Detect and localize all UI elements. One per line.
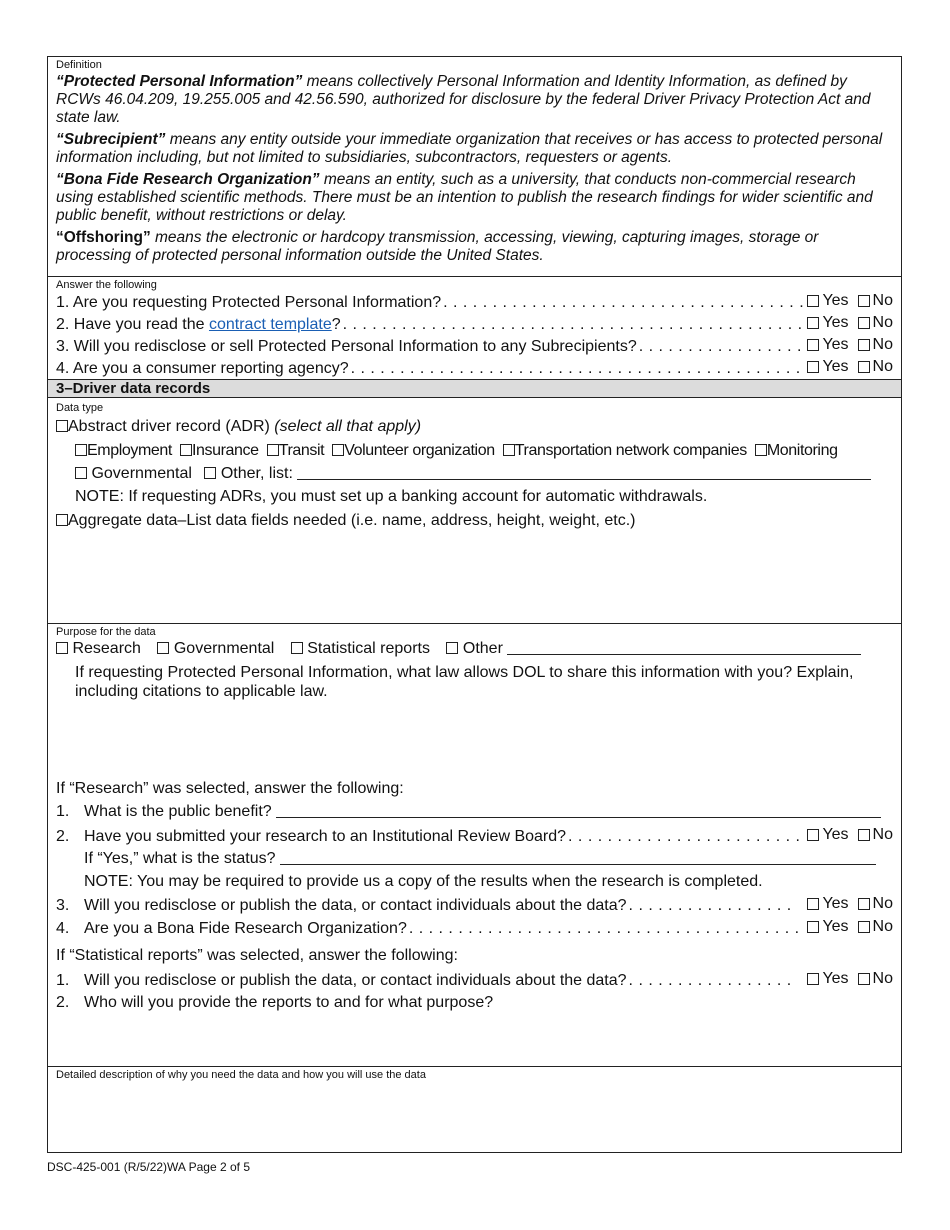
- employment-checkbox[interactable]: [75, 444, 87, 456]
- public-benefit-field[interactable]: [276, 803, 881, 818]
- form-footer: DSC-425-001 (R/5/22)WA Page 2 of 5: [47, 1160, 250, 1174]
- yes-label: Yes: [822, 895, 849, 912]
- option-label: Monitoring: [766, 442, 838, 459]
- contract-template-link[interactable]: contract template: [208, 316, 332, 333]
- transit-checkbox[interactable]: [267, 444, 279, 456]
- question-text: 2. Have you submitted your research to an Institutional Review Board?: [56, 828, 567, 845]
- purpose-section: [48, 624, 901, 1067]
- volunteer-checkbox[interactable]: [332, 444, 344, 456]
- adr-warning: NOTE: If requesting ADRs, you must set up a banking account for automatic withdrawals.: [75, 488, 708, 505]
- yes-checkbox[interactable]: [807, 898, 819, 910]
- option-label: Transportation network companies: [514, 442, 747, 459]
- other-purpose-field[interactable]: [507, 640, 861, 655]
- adr-checkbox[interactable]: [56, 420, 68, 432]
- dot-leader: [351, 359, 806, 379]
- question-text: 3. Will you redisclose or publish the data, or contact individuals about the data?: [56, 897, 627, 914]
- adr-label: Abstract driver record (ADR): [68, 418, 270, 435]
- dot-leader: [629, 896, 798, 916]
- definition-offshoring: [56, 229, 895, 265]
- purpose-options-row: [56, 639, 861, 658]
- yes-label: Yes: [822, 314, 849, 331]
- definition-subrecipient: [56, 131, 895, 167]
- dot-leader: [443, 293, 805, 313]
- description-label: Detailed description of why you need the data and how you will use the data: [56, 1069, 426, 1081]
- section-3-header: 3–Driver data records: [48, 379, 901, 398]
- dot-leader: [409, 919, 806, 939]
- irb-status-label: If “Yes,” what is the status?: [84, 850, 276, 867]
- adr-row: [56, 417, 421, 436]
- data-type-label: Data type: [56, 402, 104, 414]
- aggregate-label: Aggregate data–List data fields needed (i.e. name, address, height, weight, etc.): [68, 512, 636, 529]
- term-offshoring: “Offshoring”: [56, 229, 151, 246]
- tnc-checkbox[interactable]: [503, 444, 515, 456]
- no-label: No: [872, 314, 893, 331]
- research-intro: If “Research” was selected, answer the following:: [56, 780, 404, 797]
- no-checkbox[interactable]: [858, 339, 870, 351]
- term-bona-fide: “Bona Fide Research Organization”: [56, 171, 320, 188]
- dot-leader: [629, 971, 798, 991]
- dot-leader: [568, 827, 805, 847]
- question-text: 4. Are you a Bona Fide Research Organization?: [56, 920, 407, 937]
- research-note: NOTE: You may be required to provide us a copy of the results when the research is completed.: [84, 873, 763, 890]
- yes-checkbox[interactable]: [807, 339, 819, 351]
- question-1: [56, 291, 893, 311]
- research-q2: [56, 825, 893, 845]
- no-checkbox[interactable]: [858, 295, 870, 307]
- data-type-section: [48, 398, 901, 624]
- research-q1: 1. What is the public benefit?: [56, 802, 881, 821]
- governmental-purpose-checkbox[interactable]: [157, 642, 169, 654]
- no-label: No: [872, 970, 893, 987]
- no-checkbox[interactable]: [858, 317, 870, 329]
- option-label: Governmental: [91, 465, 192, 482]
- option-label: Volunteer organization: [344, 442, 495, 459]
- research-checkbox[interactable]: [56, 642, 68, 654]
- option-label: Transit: [278, 442, 325, 459]
- dot-leader: [639, 337, 806, 357]
- definition-protected-info: [56, 73, 895, 127]
- question-3: [56, 335, 893, 355]
- yes-label: Yes: [822, 918, 849, 935]
- no-label: No: [872, 358, 893, 375]
- yes-label: Yes: [822, 336, 849, 353]
- question-4: [56, 357, 893, 377]
- definition-text: means the electronic or hardcopy transmission, accessing, viewing, capturing images, storage or processing of protected personal information outside the United States.: [56, 229, 819, 264]
- no-label: No: [872, 826, 893, 843]
- form-page: [47, 56, 902, 1153]
- other-list-field[interactable]: [297, 465, 871, 480]
- no-checkbox[interactable]: [858, 829, 870, 841]
- no-checkbox[interactable]: [858, 898, 870, 910]
- definition-text: means collectively Personal Information and Identity Information, as defined by RCWs 46.04.209, 19.255.005 and 42.56.590, authorized for disclosure by the federal Driver Privacy Protection Act and state law.: [56, 73, 871, 126]
- question-text: 2. Have you read the contract template?: [56, 316, 341, 333]
- question-text: 1. Are you requesting Protected Personal Information?: [56, 294, 442, 311]
- definitions-label: Definition: [56, 59, 102, 71]
- option-label: Other, list:: [220, 465, 293, 482]
- questions-label: Answer the following: [56, 279, 157, 291]
- term-subrecipient: “Subrecipient”: [56, 131, 166, 148]
- adr-note: (select all that apply): [274, 418, 422, 435]
- option-label: Other: [462, 640, 503, 657]
- research-q3: [56, 894, 893, 914]
- option-label: Employment: [87, 442, 172, 459]
- no-checkbox[interactable]: [858, 921, 870, 933]
- option-label: Statistical reports: [307, 640, 430, 657]
- yes-checkbox[interactable]: [807, 921, 819, 933]
- option-label: Insurance: [191, 442, 259, 459]
- yes-label: Yes: [822, 970, 849, 987]
- aggregate-row: [56, 511, 635, 530]
- other-checkbox[interactable]: [204, 467, 216, 479]
- statistical-q1: [56, 969, 893, 989]
- no-label: No: [872, 336, 893, 353]
- question-2: [56, 313, 893, 333]
- law-question: If requesting Protected Personal Information, what law allows DOL to share this information with you? Explain, including citations to applicable law.: [75, 664, 854, 700]
- adr-options-row-1: [75, 441, 838, 460]
- no-label: No: [872, 895, 893, 912]
- statistical-q2: 2. Who will you provide the reports to and for what purpose?: [56, 994, 494, 1011]
- yes-checkbox[interactable]: [807, 361, 819, 373]
- option-label: Research: [72, 640, 141, 657]
- yes-checkbox[interactable]: [807, 295, 819, 307]
- yes-label: Yes: [822, 358, 849, 375]
- definition-text: means an entity, such as a university, that conducts non-commercial research using established scientific methods. There must be an intention to publish the research findings for wider scientific and public benefit, without restrictions or delay.: [56, 171, 873, 224]
- definition-bona-fide: [56, 171, 895, 225]
- irb-status-row: [84, 849, 876, 868]
- no-label: No: [872, 292, 893, 309]
- statistical-intro: If “Statistical reports” was selected, answer the following:: [56, 947, 458, 964]
- definitions-section: [48, 57, 901, 277]
- yes-checkbox[interactable]: [807, 829, 819, 841]
- other-purpose-checkbox[interactable]: [446, 642, 458, 654]
- term-protected-info: “Protected Personal Information”: [56, 73, 303, 90]
- questions-section: [48, 277, 901, 380]
- question-text: 4. Are you a consumer reporting agency?: [56, 360, 349, 377]
- insurance-checkbox[interactable]: [180, 444, 192, 456]
- dot-leader: [343, 315, 806, 335]
- no-label: No: [872, 918, 893, 935]
- question-text: 3. Will you redisclose or sell Protected Personal Information to any Subrecipients?: [56, 338, 637, 355]
- irb-status-field[interactable]: [280, 850, 876, 865]
- governmental-checkbox[interactable]: [75, 467, 87, 479]
- no-checkbox[interactable]: [858, 973, 870, 985]
- question-text: 1. Will you redisclose or publish the data, or contact individuals about the data?: [56, 972, 627, 989]
- yes-label: Yes: [822, 292, 849, 309]
- yes-label: Yes: [822, 826, 849, 843]
- research-q4: [56, 917, 893, 937]
- definition-text: means any entity outside your immediate organization that receives or has access to protected personal information including, but not limited to subsidiaries, subcontractors, requesters or agents.: [56, 131, 883, 166]
- purpose-label: Purpose for the data: [56, 626, 156, 638]
- adr-options-row-2: [75, 464, 871, 483]
- no-checkbox[interactable]: [858, 361, 870, 373]
- description-section[interactable]: [48, 1067, 901, 1153]
- yes-checkbox[interactable]: [807, 317, 819, 329]
- yes-checkbox[interactable]: [807, 973, 819, 985]
- option-label: Governmental: [173, 640, 275, 657]
- statistical-reports-checkbox[interactable]: [291, 642, 303, 654]
- monitoring-checkbox[interactable]: [755, 444, 767, 456]
- aggregate-checkbox[interactable]: [56, 514, 68, 526]
